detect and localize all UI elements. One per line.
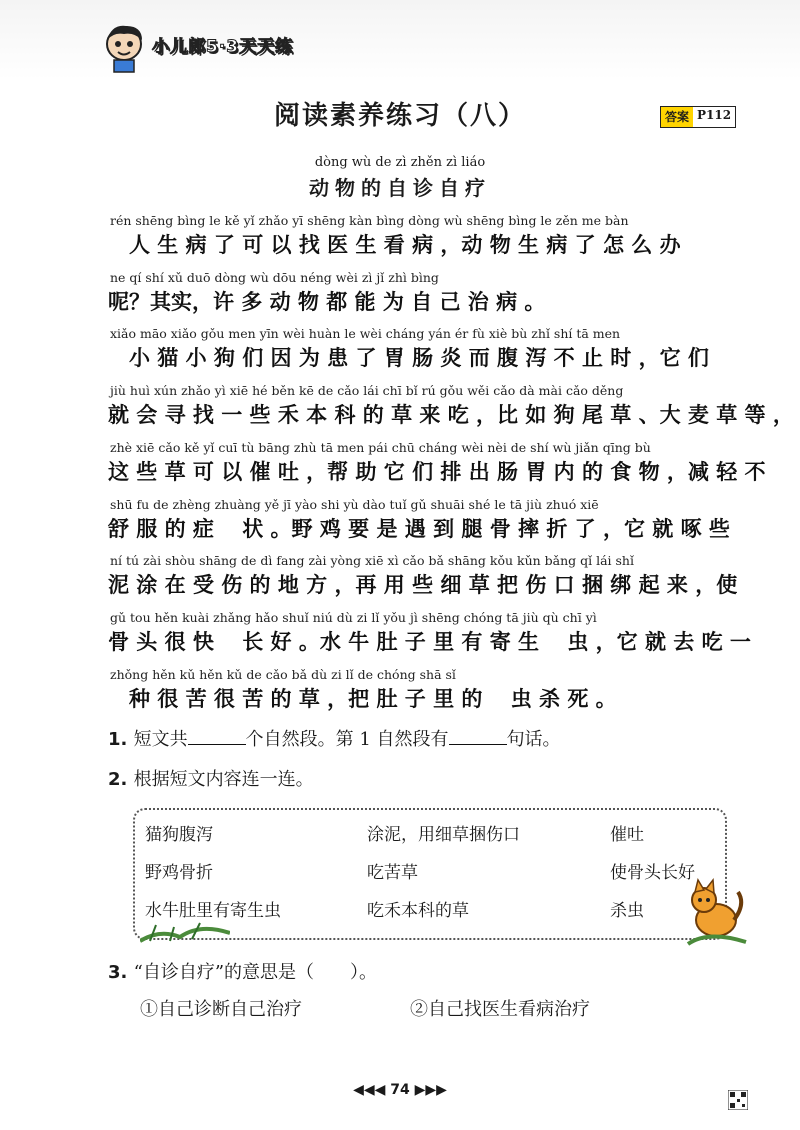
text-line: 泥 涂 在 受 伤 的 地 方 ，再 用 些 细 草 把 伤 口 捆 绑 起 来 ，使 [108,572,738,597]
question-1 [108,725,561,751]
option-1[interactable]: ①自己诊断自己治疗 [140,999,302,1020]
match-left-item[interactable]: 野鸡骨折 [145,863,213,883]
story-title: 动物的自诊自疗 [309,176,491,200]
answer-label: 答案 [661,107,693,127]
question-text: 句话。 [506,729,561,750]
page-title: 阅读素养练习（八） [273,101,526,131]
paragraph-count-blank[interactable] [188,728,246,745]
text-line: 呢？其实，许 多 动 物 都 能 为 自 己 治 病 。 [108,289,546,314]
text-line: 小 猫 小 狗 们 因 为 患 了 胃 肠 炎 而 腹 泻 不 止 时 ，它 们 [108,345,709,370]
grass-decoration-icon [140,915,230,943]
cat-illustration-icon [668,870,748,950]
sentence-count-blank[interactable] [449,728,507,745]
match-middle-item[interactable]: 吃苦草 [367,863,418,883]
text-line: 骨 头 很 快 长 好 。水 牛 肚 子 里 有 寄 生 虫 ，它 就 去 吃 一 [108,629,751,654]
question-number: 2. [108,769,128,790]
option-2[interactable]: ②自己找医生看病治疗 [410,999,590,1020]
question-3 [108,958,377,984]
pinyin-line: ne qí shí xǔ duō dòng wù dōu néng wèi zì jǐ zhì bìng [110,270,439,285]
pinyin-line: jiù huì xún zhǎo yì xiē hé běn kē de cǎo lái chī bǐ rú gǒu wěi cǎo dà mài cǎo děng [110,383,624,398]
text-line: 种 很 苦 很 苦 的 草 ，把 肚 子 里 的 虫 杀 死 。 [108,686,617,711]
text-line: 舒 服 的 症 状 。野 鸡 要 是 遇 到 腿 骨 摔 折 了 ，它 就 啄 些 [108,516,730,541]
answer-page: P112 [693,107,735,127]
text-line: 这 些 草 可 以 催 吐 ，帮 助 它 们 排 出 肠 胃 内 的 食 物 ，减 轻 不 [108,459,766,484]
mascot-logo-icon [100,22,148,74]
question-text: 短文共 [133,729,188,750]
match-middle-item[interactable]: 涂泥，用细草捆伤口 [367,825,520,845]
brand-name: 小儿郎5·3天天练 [152,37,294,57]
question-text: 个自然段。第 1 自然段有 [245,729,449,750]
pinyin-line: rén shēng bìng le kě yǐ zhǎo yī shēng kàn bìng dòng wù shēng bìng le zěn me bàn [110,213,629,228]
question-number: 1. [108,729,128,750]
pinyin-line: zhǒng hěn kǔ hěn kǔ de cǎo bǎ dù zi lǐ de chóng shā sǐ [110,667,456,682]
match-left-item[interactable]: 水牛肚里有寄生虫 [145,901,281,921]
page-number: ◀◀◀ 74 ▶▶▶ [353,1082,447,1098]
pinyin-line: gǔ tou hěn kuài zhǎng hǎo shuǐ niú dù zi lǐ yǒu jì shēng chóng tā jiù qù chī yì [110,610,597,625]
question-number: 3. [108,962,128,983]
answer-reference-badge[interactable] [660,106,736,128]
pinyin-line: zhè xiē cǎo kě yǐ cuī tù bāng zhù tā men pái chū cháng wèi nèi de shí wù jiǎn qīng bù [110,440,651,455]
match-right-item[interactable]: 使骨头长好 [610,863,695,883]
question-2 [108,765,314,791]
pinyin-line: ní tú zài shòu shāng de dì fang zài yòng xiē xì cǎo bǎ shāng kǒu kǔn bǎng qǐ lái shǐ [110,553,634,568]
text-line: 就 会 寻 找 一 些 禾 本 科 的 草 来 吃 ，比 如 狗 尾 草 、大 麦 草 等 ， [108,402,794,427]
pinyin-line: xiǎo māo xiǎo gǒu men yīn wèi huàn le wèi cháng yán ér fù xiè bù zhǐ shí tā men [110,326,621,341]
match-middle-item[interactable]: 吃禾本科的草 [367,901,469,921]
match-left-item[interactable]: 猫狗腹泻 [145,825,213,845]
pinyin-line: shū fu de zhèng zhuàng yě jī yào shi yù dào tuǐ gǔ shuāi shé le tā jiù zhuó xiē [110,497,599,512]
text-line: 人 生 病 了 可 以 找 医 生 看 病 ，动 物 生 病 了 怎 么 办 [108,232,681,257]
match-right-item[interactable]: 催吐 [610,825,644,845]
match-right-item[interactable]: 杀虫 [610,901,644,921]
question-text: 根据短文内容连一连。 [133,769,314,790]
question-text: “自诊自疗”的意思是（ ）。 [133,962,378,983]
qr-code-icon[interactable] [728,1090,748,1110]
story-title-pinyin: dòng wù de zì zhěn zì liáo [314,155,486,170]
